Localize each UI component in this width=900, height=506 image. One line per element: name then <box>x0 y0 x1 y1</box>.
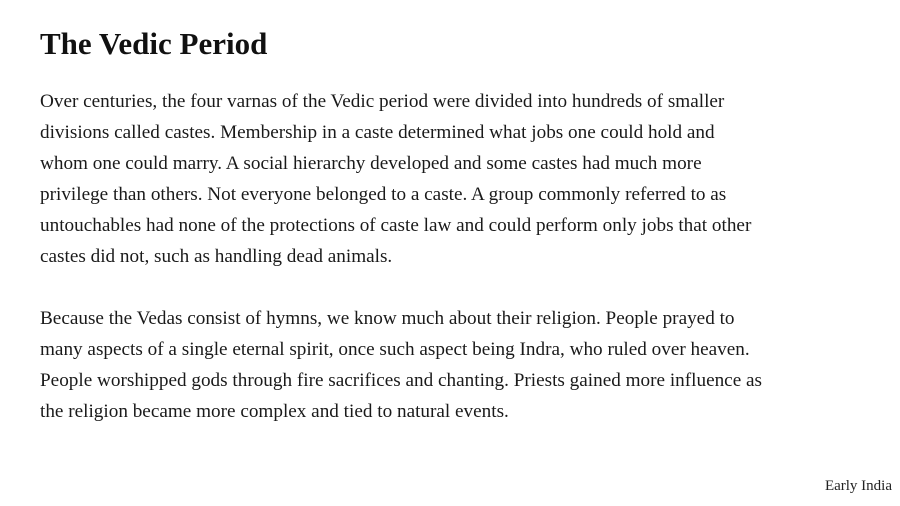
text-line: People worshipped gods through fire sacrifices and chanting. Priests gained more influence as <box>40 370 762 391</box>
text-line: Over centuries, the four varnas of the Vedic period were divided into hundreds of smaller <box>40 91 725 112</box>
paragraph-spacer <box>40 272 880 303</box>
paragraph-varnas-castes <box>40 86 880 272</box>
text-line: the religion became more complex and tied to natural events. <box>40 401 509 422</box>
paragraph-religion <box>40 303 880 427</box>
text-line: Because the Vedas consist of hymns, we know much about their religion. People prayed to <box>40 308 735 329</box>
text-line: untouchables had none of the protections of caste law and could perform only jobs that other <box>40 215 752 236</box>
slide-footer: Early India <box>824 478 892 494</box>
text-line: many aspects of a single eternal spirit, once such aspect being Indra, who ruled over heaven. <box>40 339 750 360</box>
text-line: castes did not, such as handling dead animals. <box>40 246 393 267</box>
slide-body <box>40 86 880 427</box>
text-line: divisions called castes. Membership in a caste determined what jobs one could hold and <box>40 122 715 143</box>
text-line: whom one could marry. A social hierarchy developed and some castes had much more <box>40 153 702 174</box>
text-line: privilege than others. Not everyone belonged to a caste. A group commonly referred to as <box>40 184 727 205</box>
slide-title: The Vedic Period <box>40 26 268 61</box>
